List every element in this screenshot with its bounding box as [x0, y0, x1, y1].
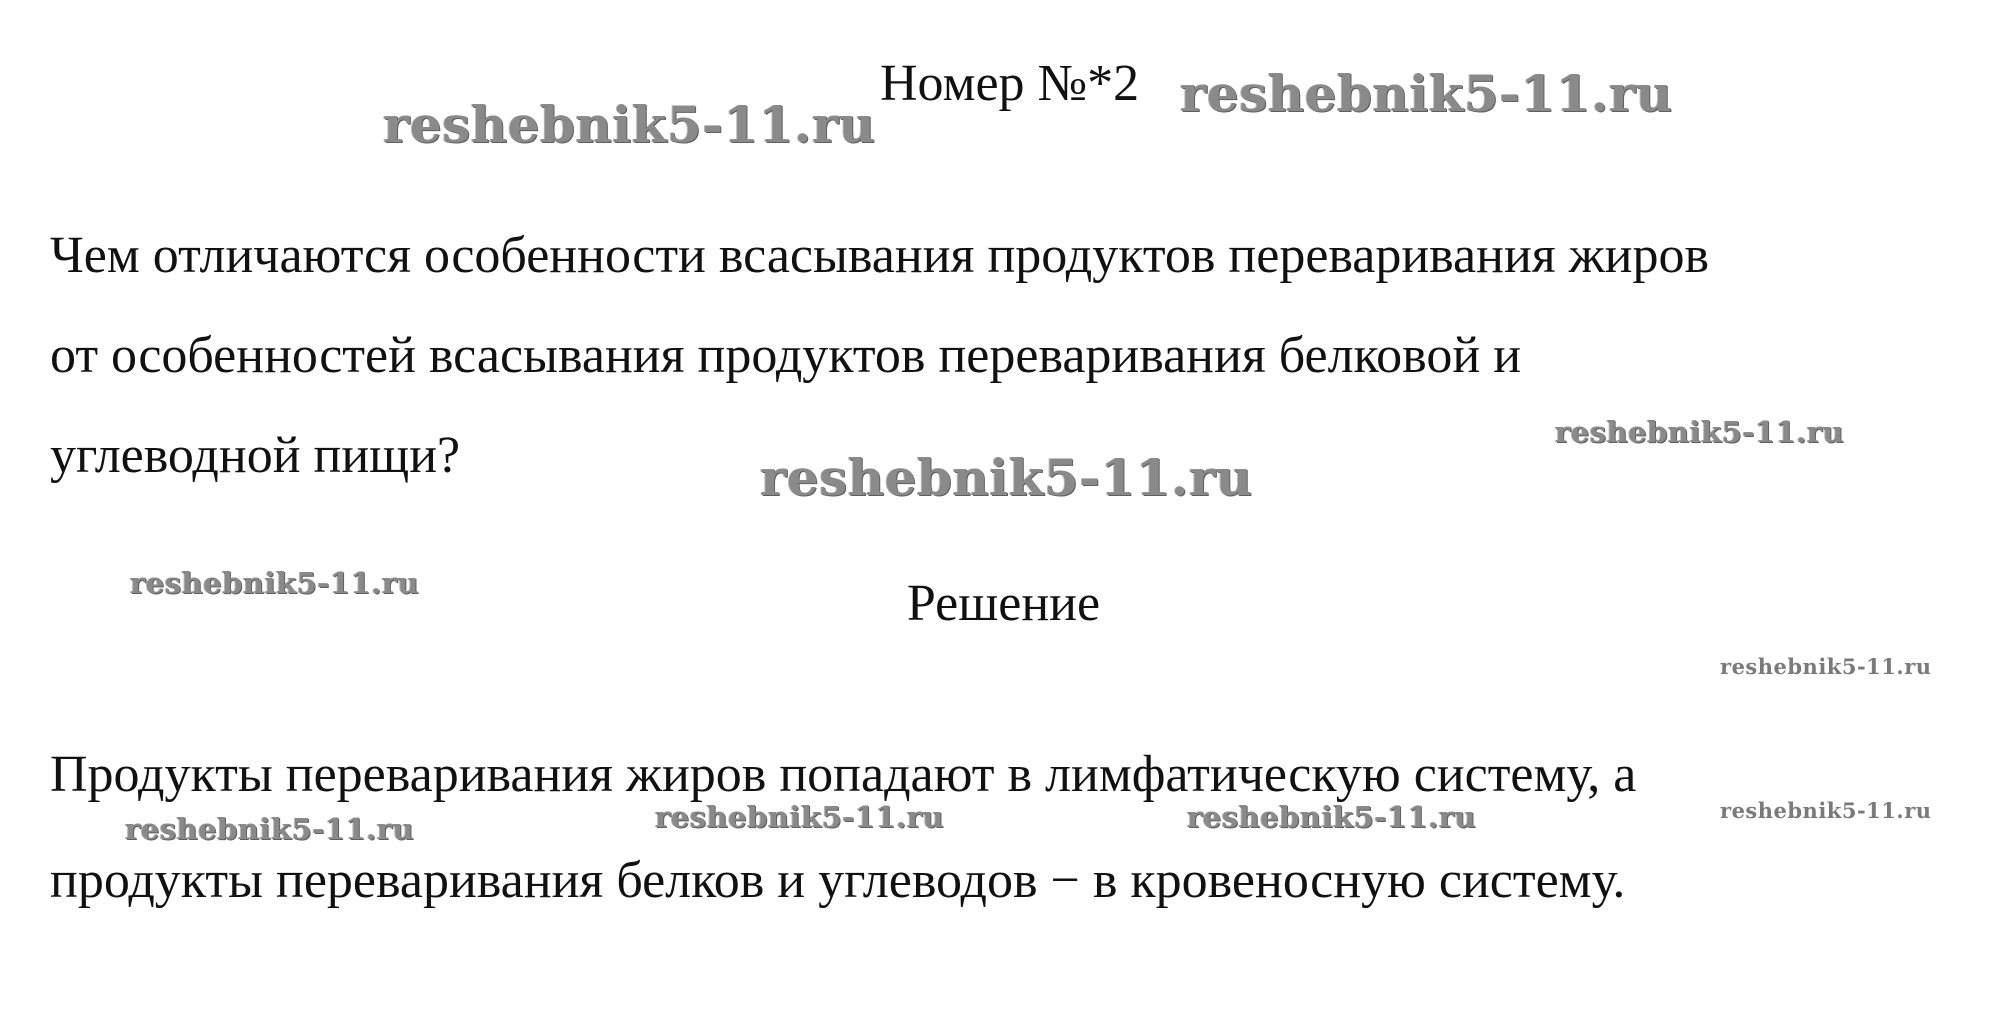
question-line: Чем отличаются особенности всасывания продуктов переваривания жиров: [50, 227, 1709, 284]
watermark-logo: reshebnik5-11.ru: [130, 566, 420, 600]
watermark-logo: reshebnik5-11.ru: [760, 448, 1253, 507]
question-line: от особенностей всасывания продуктов переваривания белковой и: [50, 327, 1522, 384]
question-line: углеводной пищи?: [50, 427, 461, 484]
watermark-logo: reshebnik5-11.ru: [1187, 800, 1477, 834]
answer-line: продукты переваривания белков и углеводов − в кровеносную систему.: [50, 852, 1626, 909]
watermark-logo: reshebnik5-11.ru: [383, 95, 876, 154]
watermark-logo: reshebnik5-11.ru: [125, 812, 415, 846]
watermark-logo: reshebnik5-11.ru: [1720, 798, 1932, 823]
watermark-logo: reshebnik5-11.ru: [1720, 654, 1932, 679]
watermark-logo: reshebnik5-11.ru: [655, 800, 945, 834]
solution-heading: Решение: [906, 575, 1101, 632]
watermark-logo: reshebnik5-11.ru: [1180, 64, 1673, 123]
answer-line: Продукты переваривания жиров попадают в лимфатическую систему, а: [50, 746, 1637, 803]
watermark-logo: reshebnik5-11.ru: [1555, 415, 1845, 449]
page-title: Номер №*2: [880, 55, 1140, 112]
